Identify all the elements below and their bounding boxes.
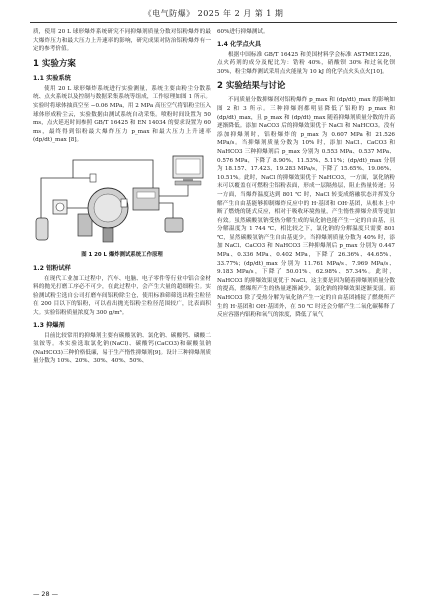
subsection-1-3-heading: 1.3 抑爆剂 xyxy=(33,321,65,329)
subsection-1-4-heading: 1.4 化学点火具 xyxy=(217,40,262,48)
control-box-shape xyxy=(133,188,159,210)
subsection-1-4-text: 根据中国标准 GB/T 16425 和美国材料学会标准 ASTME1226，点火药剂的成分及配比为：锆粉 40%，硝酸钡 30% 和过氧化钡 30%，粉尘爆炸测试采用点火能量为 10 kJ 的化学点火头点火[10]。 xyxy=(217,51,395,75)
subsection-1-1-text: 使用 20 L 球形爆炸系统进行实验测量，系统主要由粉尘分散系统、点火系统以及控制与数据采集系统等组成，工作原理如图 1 所示。实验时将球体抽真空至 −0.06 MPa，用 2 MPa 高压空气将铝粉尘压入球体形成粉尘云，实验数据由测试系统自动采集。喷粉时间设置为 50 ms，点火延迟时间参照 GB/T 16425 和 EN 14034 的要求设置为 60 ms，最终得到铝粉最大爆炸压力 p_max 和最大压力上升速率 (dp/dt)_max [8]。 xyxy=(33,85,211,144)
left-column xyxy=(33,28,211,366)
subsection-1-3-text: 目前比较常用的抑爆剂主要有碳酸氢钠、氯化钠、碳酸钙、磷酸二氢铵等。本实验选取氯化钠(NaCl)、碳酸钙(CaCO3)和碳酸氢钠(NaHCO3)三种价格低廉，易于生产惰性抑爆剂[9]。设计三种抑爆剂质量分数为 10%、20%、30%、40%、50%、 xyxy=(33,332,211,365)
intro-paragraph: 质，使用 20 L 球形爆炸系统研究不同抑爆剂质量分数对铝粉爆炸的最大爆炸压力和最大压力上升速率的影响，研究成果对防治铝粉爆炸有一定的参考价值。 xyxy=(33,29,211,53)
section-2-heading: 2 实验结果与讨论 xyxy=(217,81,286,92)
section-1-heading: 1 实验方案 xyxy=(33,58,76,69)
air-cylinder-shape xyxy=(36,218,48,240)
running-header: 《电气防爆》 2025 年 2 月 第 1 期 xyxy=(30,8,397,23)
figure-1 xyxy=(33,148,211,260)
subsection-1-1-heading: 1.1 实验系统 xyxy=(33,74,71,82)
page-number: — 28 — xyxy=(33,590,58,598)
subsection-1-2-text: 在现代工业加工过程中，汽车、电脑、电子零件等行业中铝合金材料的抛光打磨工序必不可少，在此过程中，会产生大量的超细粉尘。实验测试粉尘选自公司打磨车间铝粉除尘仓，使用标准筛筛选出粉尘粒径在 200 目以下的铝粉，可以看出抛光铝粉尘粒径范围较广，比表面积大。实验铝粉质量浓度为 300 g/m³。 xyxy=(33,275,211,316)
section-2-text: 不同质量分数抑爆剂对铝粉爆炸 p_max 和 (dp/dt)_max 的影响如图 2 和 3 所示。三种抑爆剂都明显降低了铝粉的 p_max 和 (dp/dt)_max，且 p_max 和 (dp/dt)_max 随着抑爆剂质量分数的升高逐渐降低。添加 NaCO3 后的抑爆效果优于 NaCl 和 NaHCO3。没有添加抑爆剂时，铝粉爆炸的 p_max 为 0.607 MPa 和 21.526 MPa/s。当抑爆剂质量分数为 10% 时，添加 NaCl、CaCO3 和 NaHCO3 三种抑爆剂后 p_max 分别为 0.553 MPa、0.537 MPa、0.576 MPa，下降了 8.90%、11.53%、5.11%；(dp/dt)_max 分别为 18.157、17.423、19.283 MPa/s，下降了 15.65%、19.06%、10.51%。此时，NaCl 的抑爆效果优于 NaHCO3，一方面，氯化钠粉末可以覆盖在可燃粉尘铝粉表面，形成一层隔热层，阻止热量传递；另一方面，当爆炸温度达到 801 ℃ 时，NaCl 转变成熔融状态并挥发分解产生自由基能够抑制爆炸反应中的 H·基团和 OH·基团，从根本上中断了燃烧的链式反应，相对于吸收环境热量，产生惰性抑爆介质等更加有效。虽然碳酸氢钠受热分解生成的氧化钠也能产生一定的自由基，且分解温度为 1 744 ℃，相比较之下，氯化钠的分解温度只需要 801 ℃，显然碳酸氢钠产生自由基更少。当抑爆剂质量分数为 40% 时，添加 NaCl、CaCO3 和 NaHCO3 三种抑爆剂后 p_max 分别为 0.447 MPa、0.336 MPa、0.402 MPa，下降了 26.36%、44.65%、33.77%；(dp/dt)_max 分别为 11.761 MPa/s、7.969 MPa/s、9.183 MPa/s，下降了 50.01%、62.98%、57.34%。此时，NaHCO3 的抑爆效果更优于 NaCl，这主要是因为随着抑爆剂质量分数的提高，燃爆所产生的热量逐渐减少，氯化钠的抑爆效果逐渐变弱。而 NaHCO3 除了受热分解为氧化钠产生一定的自由基团捕捉了燃烧所产生的 H·基团和 OH·基团外，在 50 ℃ 时还会分解产生二氧化碳稀释了反应容器内铝粉和氧气的浓度，降低了氧气 xyxy=(217,97,395,319)
valve-shape xyxy=(121,199,127,207)
vacuum-pump-shape xyxy=(165,218,183,232)
figure-1-caption: 图 1 20 L 爆炸测试系统工作原理 xyxy=(81,251,163,258)
continuation-text: 60%进行抑爆测试。 xyxy=(217,29,269,35)
right-column xyxy=(217,28,395,320)
subsection-1-2-heading: 1.2 铝粉试样 xyxy=(33,264,71,272)
explosion-test-system-diagram xyxy=(33,148,211,248)
figure-1-diagram xyxy=(33,148,211,248)
